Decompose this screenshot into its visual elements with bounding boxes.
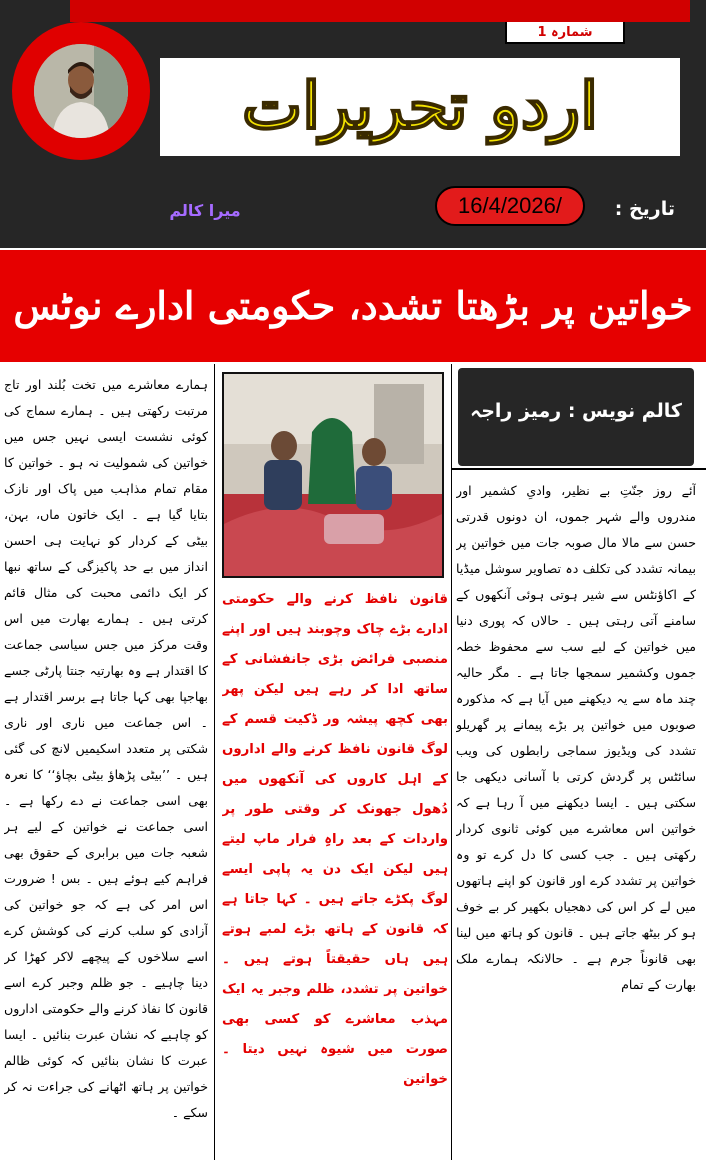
byline-rule [452, 468, 706, 470]
hospital-photo-image [224, 374, 442, 576]
article-photo [222, 372, 444, 578]
column-divider [451, 364, 452, 1160]
column-name: میرا کالم [169, 201, 241, 220]
headline: خواتین پر بڑھتا تشدد، حکومتی ادارے نوٹس [13, 283, 693, 328]
left-column-text: ہمارے معاشرے میں تخت بُلند اور تاج مرتبت رکھتی ہیں ۔ ہمارے سماج کی کوئی نشست ایسی نہیں جس میں خواتین کی شمولیت نہ ہو ۔ خواتین کا مقام تمام مذاہب میں پاک اور نازک بتایا گیا ہے ۔ ایک خاتون ماں، بہن، بیٹی کے کردار کو نہایت ہی احسن انداز میں بے حد پاکیزگی کے ساتھ نبھا کر ایک دائمی محبت کی مثال قائم کرتی ہیں ۔ ہمارے بھارت میں اس وقت مرکز میں جس سیاسی جماعت کا اقتدار ہے وہ بھارتیہ جنتا پارٹی جسے بھاجپا بھی کہا جاتا ہے برسر اقتدار ہے ۔ اس جماعت میں ناری اور ناری شکتی پر متعدد اسکیمیں لانچ کی گئی ہیں ۔ ’’بیٹی پڑھاؤ بیٹی بچاؤ‘‘ کا نعرہ بھی اسی جماعت نے دے رکھا ہے ۔ اسی جماعت نے خواتین کے لیے ہر شعبہ جات میں برابری کے حقوق بھی فراہم کیے ہوئے ہیں ۔ بس ! ضرورت اس امر کی ہے کہ جو خواتین کی آزادی کو سلب کرنے کی کوشش کرے اسے سلاخوں کے پیچھے لاکر کھڑا کر دینا چاہیے ۔ جو ظلم وجبر کرے اسے قانون کا نفاذ کرنے والے حکومتی اداروں کو چاہیے کہ نشان عبرت بنائیں ۔ ایسا عبرت کا نشان بنائیں کہ کوئی ظالم خواتین پر ہاتھ اٹھانے کی جراءت نہ کر سکے ۔ [4, 377, 208, 1120]
top-red-strip [70, 0, 690, 22]
avatar-person-icon [34, 44, 128, 138]
right-column-text: آئے روز جنّتِ بے نظیر، وادیِ کشمیر اور مندروں والے شہر جموں، ان دونوں قدرتی حسن سے مالا مال صوبہ جات میں خواتین پر بیمانہ تشدد کی تکلف دہ تصاویر سوشل میڈیا کے اکاؤنٹس سے شیر ہوتی ہوئی آنکھوں کے سامنے آتی رہتی ہیں ۔ حالاں کہ پوری دنیا میں خواتین کے لیے سب سے محفوظ خطہ جموں وکشمیر سمجھا جاتا ہے ۔ مگر حالیہ چند ماہ سے یہ دیکھنے میں آیا ہے کہ مذکورہ صوبوں میں خواتین پر بڑے پیمانے پر گھریلو تشدد کی ویڈیوز سماجی رابطوں کی ویب سائٹس پر گردش کرتی با آسانی دیکھی جا سکتی ہیں ۔ ایسا دیکھنے میں آ رہا ہے کہ خواتین اس معاشرے میں کوئی ثانوی کردار رکھتی ہیں ۔ جب کسی کا دل کرے تو وہ خواتین پر تشدد کرے اور قانون کو اپنے ہاتھوں میں لے کر اس کی دھجیاں بکھیر کر بے خوف ہو کر بیٹھ جاتے ہیں ۔ قانون کو ہاتھ میں لینا بھی قانوناً جرم ہے ۔ حالانکہ ہمارے ملک بھارت کے تمام [456, 483, 696, 992]
date-value: 16/4/2026/ [458, 193, 562, 218]
masthead-title: اردو تحریرات [242, 69, 598, 144]
author-avatar [34, 44, 128, 138]
byline: کالم نویس : رمیز راجہ [470, 400, 682, 422]
middle-column-text: قانون نافظ کرنے والے حکومتی ادارے بڑے چاک وچوبند ہیں اور اپنے منصبی فرائض بڑی جانفشانی کے ساتھ ادا کر رہے ہیں لیکن پھر بھی کچھ پیشہ ور ڈکیت قسم کے لوگ قانون نافظ کرنے والے اداروں کے اہل کاروں کی آنکھوں میں دُھول جھونک کر وقتی طور پر واردات کے بعد راہِ فرار ماپ لیتے ہیں لیکن ایک دن یہ پاپی ایسے لوگ پکڑے جاتے ہیں ۔ کہا جاتا ہے کہ قانون کے ہاتھ بڑے لمبے ہوتے ہیں ہاں حقیقتاً ہوتے ہیں ۔ خواتین پر تشدد، ظلم وجبر یہ ایک مہذب معاشرے کو کسی بھی صورت میں شیوہ نہیں دیتا ۔ خواتین [222, 592, 448, 1087]
issue-number: شمارہ 1 [537, 25, 593, 40]
date-label: تاریخ : [614, 198, 675, 220]
column-divider [214, 364, 215, 1160]
